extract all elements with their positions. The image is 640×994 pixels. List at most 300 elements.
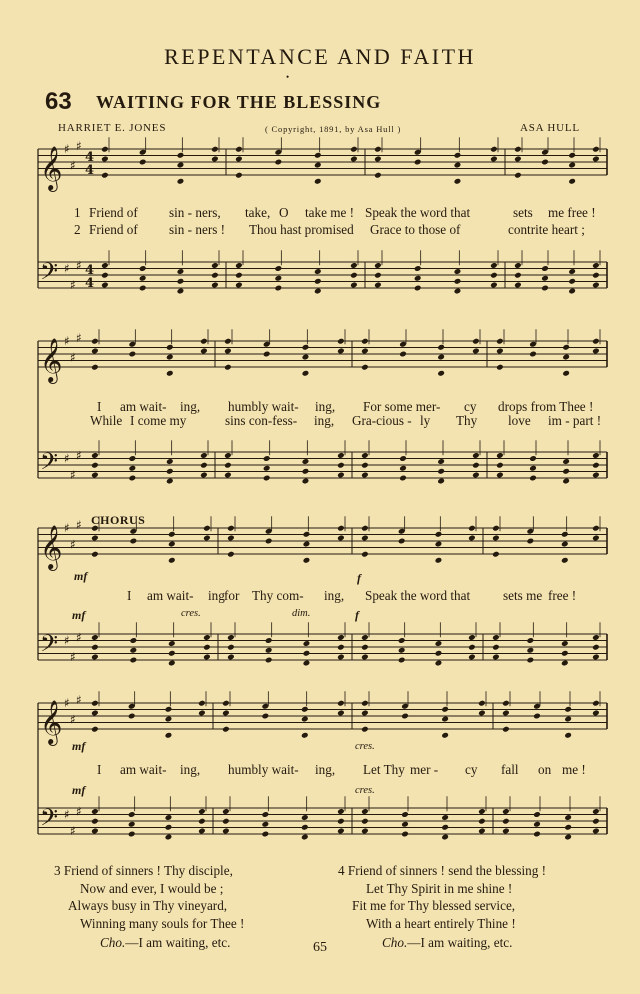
lyric-word: Friend of [89, 222, 138, 237]
note-head [435, 531, 443, 538]
time-signature-top: 4 [85, 263, 95, 278]
lyric-word: me ! [562, 762, 586, 777]
lyric-word: humbly wait- [228, 762, 299, 777]
lyric-word: Thy [456, 413, 478, 428]
note-head [435, 557, 443, 564]
note-head [414, 265, 422, 272]
sharp-icon: ♯ [70, 649, 76, 664]
note-head [437, 478, 445, 485]
note-head [437, 354, 445, 361]
note-head [490, 272, 498, 279]
lyric-word: ing, [324, 588, 345, 603]
bass-clef-icon: 𝄢 [40, 629, 59, 663]
note-head [263, 475, 271, 482]
stanza-line: With a heart entirely Thine ! [366, 915, 516, 931]
hymn-title: WAITING FOR THE BLESSING [96, 92, 382, 112]
lyric-word: take, [245, 205, 271, 220]
stanza-line: 4 Friend of sinners ! send the blessing ! [338, 863, 547, 878]
note-head [337, 700, 345, 707]
note-head [472, 472, 480, 479]
sharp-icon: ♯ [76, 804, 82, 819]
note-head [130, 538, 138, 545]
note-head [564, 824, 572, 831]
note-head [401, 821, 409, 828]
note-head [337, 710, 345, 717]
note-head [529, 465, 537, 472]
note-head [337, 634, 345, 641]
note-head [435, 640, 443, 647]
note-head [203, 535, 211, 542]
dynamic-mark: mf [74, 569, 88, 583]
note-head [91, 551, 99, 558]
note-head [203, 525, 211, 532]
note-head [361, 364, 369, 371]
note-head [235, 282, 243, 289]
note-head [374, 262, 382, 269]
note-head [496, 364, 504, 371]
note-head [314, 152, 322, 159]
note-head [496, 462, 504, 469]
time-signature-top: 4 [85, 150, 95, 165]
note-head [541, 275, 549, 282]
lyric-word: sets [513, 205, 533, 220]
note-head [166, 458, 174, 465]
lyric-word: ly [420, 413, 431, 428]
lyric-word: sin - ners ! [169, 222, 226, 237]
note-head [361, 535, 369, 542]
note-head [129, 455, 137, 462]
note-head [168, 557, 176, 564]
note-head [166, 370, 174, 377]
note-head [527, 657, 535, 664]
note-head [399, 351, 407, 358]
note-head [91, 535, 99, 542]
note-head [275, 159, 283, 166]
note-head [414, 285, 422, 292]
note-head [301, 824, 309, 831]
note-head [592, 700, 600, 707]
note-head [303, 531, 311, 538]
lyric-word: humbly wait- [228, 399, 299, 414]
note-head [592, 452, 600, 459]
note-head [128, 821, 136, 828]
note-head [361, 338, 369, 345]
note-head [222, 710, 230, 717]
sharp-icon: ♯ [76, 138, 82, 153]
note-head [514, 282, 522, 289]
treble-clef-icon: 𝄞 [40, 700, 63, 744]
note-head [91, 364, 99, 371]
note-head [441, 824, 449, 831]
note-head [527, 538, 535, 545]
note-head [562, 458, 570, 465]
note-head [478, 828, 486, 835]
cho-text: —I am waiting, etc. [125, 935, 231, 950]
note-head [337, 348, 345, 355]
lyric-word: Speak the word that [365, 588, 471, 603]
treble-clef-icon: 𝄞 [40, 338, 63, 382]
note-head [437, 344, 445, 351]
note-head [541, 285, 549, 292]
lyric-word: ing [208, 588, 225, 603]
dynamic-mark: cres. [181, 608, 201, 619]
note-head [222, 700, 230, 707]
note-head [562, 468, 570, 475]
dynamic-mark: cres. [355, 741, 375, 752]
note-head [198, 828, 206, 835]
note-head [91, 338, 99, 345]
verse-number: 1 [74, 205, 81, 220]
note-head [541, 159, 549, 166]
note-head [203, 654, 211, 661]
note-head [374, 272, 382, 279]
note-head [224, 472, 232, 479]
note-head [435, 650, 443, 657]
note-head [361, 710, 369, 717]
note-head [361, 452, 369, 459]
treble-clef-icon: 𝄞 [40, 525, 63, 569]
note-head [235, 262, 243, 269]
note-head [478, 818, 486, 825]
time-signature-bottom: 4 [85, 276, 95, 291]
note-head [562, 354, 570, 361]
title-ornament: • [286, 72, 290, 82]
note-head [564, 814, 572, 821]
stanza-4 [338, 862, 546, 952]
sharp-icon: ♯ [70, 467, 76, 482]
note-head [454, 178, 462, 185]
note-head [514, 156, 522, 163]
section-title: REPENTANCE AND FAITH [164, 44, 476, 69]
note-head [303, 640, 311, 647]
note-head [101, 172, 109, 179]
note-head [91, 710, 99, 717]
note-head [564, 716, 572, 723]
verse-number: 2 [74, 222, 81, 237]
note-head [128, 831, 136, 838]
note-head [337, 654, 345, 661]
lyric-word: I [127, 588, 132, 603]
note-head [592, 535, 600, 542]
note-head [302, 468, 310, 475]
note-head [401, 713, 409, 720]
note-head [101, 262, 109, 269]
sharp-icon: ♯ [64, 633, 70, 648]
note-head [502, 818, 510, 825]
note-head [541, 265, 549, 272]
note-head [502, 726, 510, 733]
stanza-line: 3 Friend of sinners ! Thy disciple, [54, 863, 233, 878]
note-head [496, 338, 504, 345]
note-head [502, 710, 510, 717]
note-head [165, 716, 173, 723]
lyric-word: ing, [315, 762, 336, 777]
note-head [398, 657, 406, 664]
note-head [129, 351, 137, 358]
note-head [414, 275, 422, 282]
note-head [592, 462, 600, 469]
cho-label: Cho. [382, 935, 408, 950]
note-head [514, 172, 522, 179]
note-head [533, 811, 541, 818]
note-head [592, 156, 600, 163]
note-head [472, 452, 480, 459]
composer-credit: ASA HULL [520, 122, 580, 134]
note-head [454, 162, 462, 169]
note-head [302, 344, 310, 351]
note-head [592, 262, 600, 269]
note-head [91, 726, 99, 733]
note-head [399, 455, 407, 462]
note-head [468, 525, 476, 532]
note-head [490, 156, 498, 163]
note-head [592, 348, 600, 355]
note-head [350, 272, 358, 279]
note-head [262, 821, 270, 828]
note-head [227, 644, 235, 651]
lyric-word: for [224, 588, 240, 603]
note-head [401, 811, 409, 818]
note-head [492, 535, 500, 542]
note-head [211, 262, 219, 269]
note-head [129, 465, 137, 472]
note-head [561, 640, 569, 647]
note-head [314, 178, 322, 185]
note-head [314, 288, 322, 295]
note-head [592, 710, 600, 717]
note-head [129, 475, 137, 482]
note-head [350, 146, 358, 153]
lyric-word: cy [464, 399, 477, 414]
lyric-word: Thou hast promised [249, 222, 354, 237]
note-head [468, 654, 476, 661]
note-head [337, 808, 345, 815]
note-head [361, 654, 369, 661]
note-head [203, 634, 211, 641]
copyright-notice: ( Copyright, 1891, by Asa Hull ) [265, 124, 402, 134]
note-head [337, 338, 345, 345]
note-head [568, 268, 576, 275]
dynamic-mark: f [357, 571, 361, 585]
sharp-icon: ♯ [76, 630, 82, 645]
note-head [399, 465, 407, 472]
sharp-icon: ♯ [76, 692, 82, 707]
note-head [398, 538, 406, 545]
note-head [91, 654, 99, 661]
note-head [168, 531, 176, 538]
note-head [490, 282, 498, 289]
note-head [361, 634, 369, 641]
lyric-word: Grace to those of [370, 222, 461, 237]
note-head [211, 282, 219, 289]
note-head [91, 644, 99, 651]
note-head [568, 178, 576, 185]
note-head [561, 660, 569, 667]
note-head [514, 146, 522, 153]
lyric-word: am wait- [147, 588, 194, 603]
note-head [398, 647, 406, 654]
note-head [101, 272, 109, 279]
note-head [301, 706, 309, 713]
lyric-word: Speak the word that [365, 205, 471, 220]
note-head [496, 452, 504, 459]
note-head [435, 660, 443, 667]
note-head [592, 472, 600, 479]
note-head [222, 828, 230, 835]
note-head [275, 265, 283, 272]
chorus-label: CHORUS [91, 513, 146, 527]
hymn-number: 63 [45, 88, 72, 115]
note-head [472, 338, 480, 345]
note-head [533, 821, 541, 828]
note-head [592, 808, 600, 815]
note-head [165, 706, 173, 713]
note-head [592, 146, 600, 153]
note-head [165, 824, 173, 831]
note-head [454, 152, 462, 159]
note-head [361, 818, 369, 825]
note-head [374, 282, 382, 289]
note-head [262, 811, 270, 818]
note-head [561, 541, 569, 548]
note-head [177, 152, 185, 159]
dynamic-mark: mf [72, 783, 86, 797]
note-head [468, 634, 476, 641]
note-head [414, 159, 422, 166]
note-head [361, 644, 369, 651]
note-head [514, 272, 522, 279]
note-head [222, 818, 230, 825]
note-head [224, 338, 232, 345]
lyric-word: im - part ! [548, 413, 602, 428]
sharp-icon: ♯ [76, 517, 82, 532]
sharp-icon: ♯ [70, 158, 76, 173]
note-head [496, 472, 504, 479]
note-head [91, 348, 99, 355]
note-head [337, 472, 345, 479]
note-head [533, 713, 541, 720]
note-head [200, 472, 208, 479]
note-head [198, 700, 206, 707]
note-head [275, 285, 283, 292]
note-head [211, 146, 219, 153]
note-head [168, 660, 176, 667]
note-head [303, 541, 311, 548]
note-head [177, 162, 185, 169]
lyric-word: ing, [180, 762, 201, 777]
note-head [265, 647, 273, 654]
note-head [263, 465, 271, 472]
note-head [527, 647, 535, 654]
note-head [568, 278, 576, 285]
note-head [592, 525, 600, 532]
note-head [592, 828, 600, 835]
lyric-word: Thy com- [252, 588, 304, 603]
note-head [227, 551, 235, 558]
sharp-icon: ♯ [64, 261, 70, 276]
dynamic-mark: f [355, 608, 359, 622]
note-head [227, 654, 235, 661]
lyric-word: fall [501, 762, 519, 777]
note-head [492, 551, 500, 558]
note-head [166, 354, 174, 361]
note-head [592, 282, 600, 289]
note-head [177, 288, 185, 295]
note-head [472, 462, 480, 469]
note-head [302, 478, 310, 485]
lyric-word: ing, [314, 413, 335, 428]
note-head [302, 354, 310, 361]
lyric-word: drops from Thee ! [498, 399, 594, 414]
note-head [437, 458, 445, 465]
sharp-icon: ♯ [70, 277, 76, 292]
note-head [361, 726, 369, 733]
note-head [337, 452, 345, 459]
note-head [235, 156, 243, 163]
lyric-word: mer - [410, 762, 439, 777]
sharp-icon: ♯ [70, 537, 76, 552]
note-head [130, 637, 138, 644]
sharp-icon: ♯ [76, 258, 82, 273]
dynamic-mark: cres. [355, 785, 375, 796]
note-head [314, 268, 322, 275]
note-head [301, 716, 309, 723]
lyric-word: free ! [548, 588, 577, 603]
note-head [472, 348, 480, 355]
author-credit: HARRIET E. JONES [58, 122, 167, 134]
note-head [490, 146, 498, 153]
note-head [302, 370, 310, 377]
lyric-word: am wait- [120, 762, 167, 777]
note-head [227, 634, 235, 641]
note-head [374, 146, 382, 153]
lyric-word: love [508, 413, 531, 428]
note-head [529, 475, 537, 482]
note-head [496, 348, 504, 355]
note-head [130, 647, 138, 654]
note-head [568, 162, 576, 169]
note-head [337, 535, 345, 542]
note-head [478, 710, 486, 717]
note-head [399, 475, 407, 482]
dynamic-mark: dim. [292, 608, 311, 619]
lyric-word: sets me [503, 588, 543, 603]
note-head [490, 262, 498, 269]
note-head [337, 644, 345, 651]
note-head [361, 348, 369, 355]
note-head [592, 338, 600, 345]
note-head [564, 732, 572, 739]
note-head [468, 535, 476, 542]
note-head [592, 818, 600, 825]
note-head [592, 644, 600, 651]
lyric-word: cy [465, 762, 478, 777]
note-head [198, 710, 206, 717]
stanza-3 [54, 862, 244, 952]
sharp-icon: ♯ [76, 448, 82, 463]
note-head [130, 657, 138, 664]
note-head [168, 650, 176, 657]
note-head [314, 278, 322, 285]
note-head [533, 831, 541, 838]
note-head [337, 462, 345, 469]
note-head [227, 525, 235, 532]
note-head [437, 468, 445, 475]
note-head [91, 828, 99, 835]
note-head [177, 278, 185, 285]
note-head [398, 637, 406, 644]
note-head [165, 834, 173, 841]
